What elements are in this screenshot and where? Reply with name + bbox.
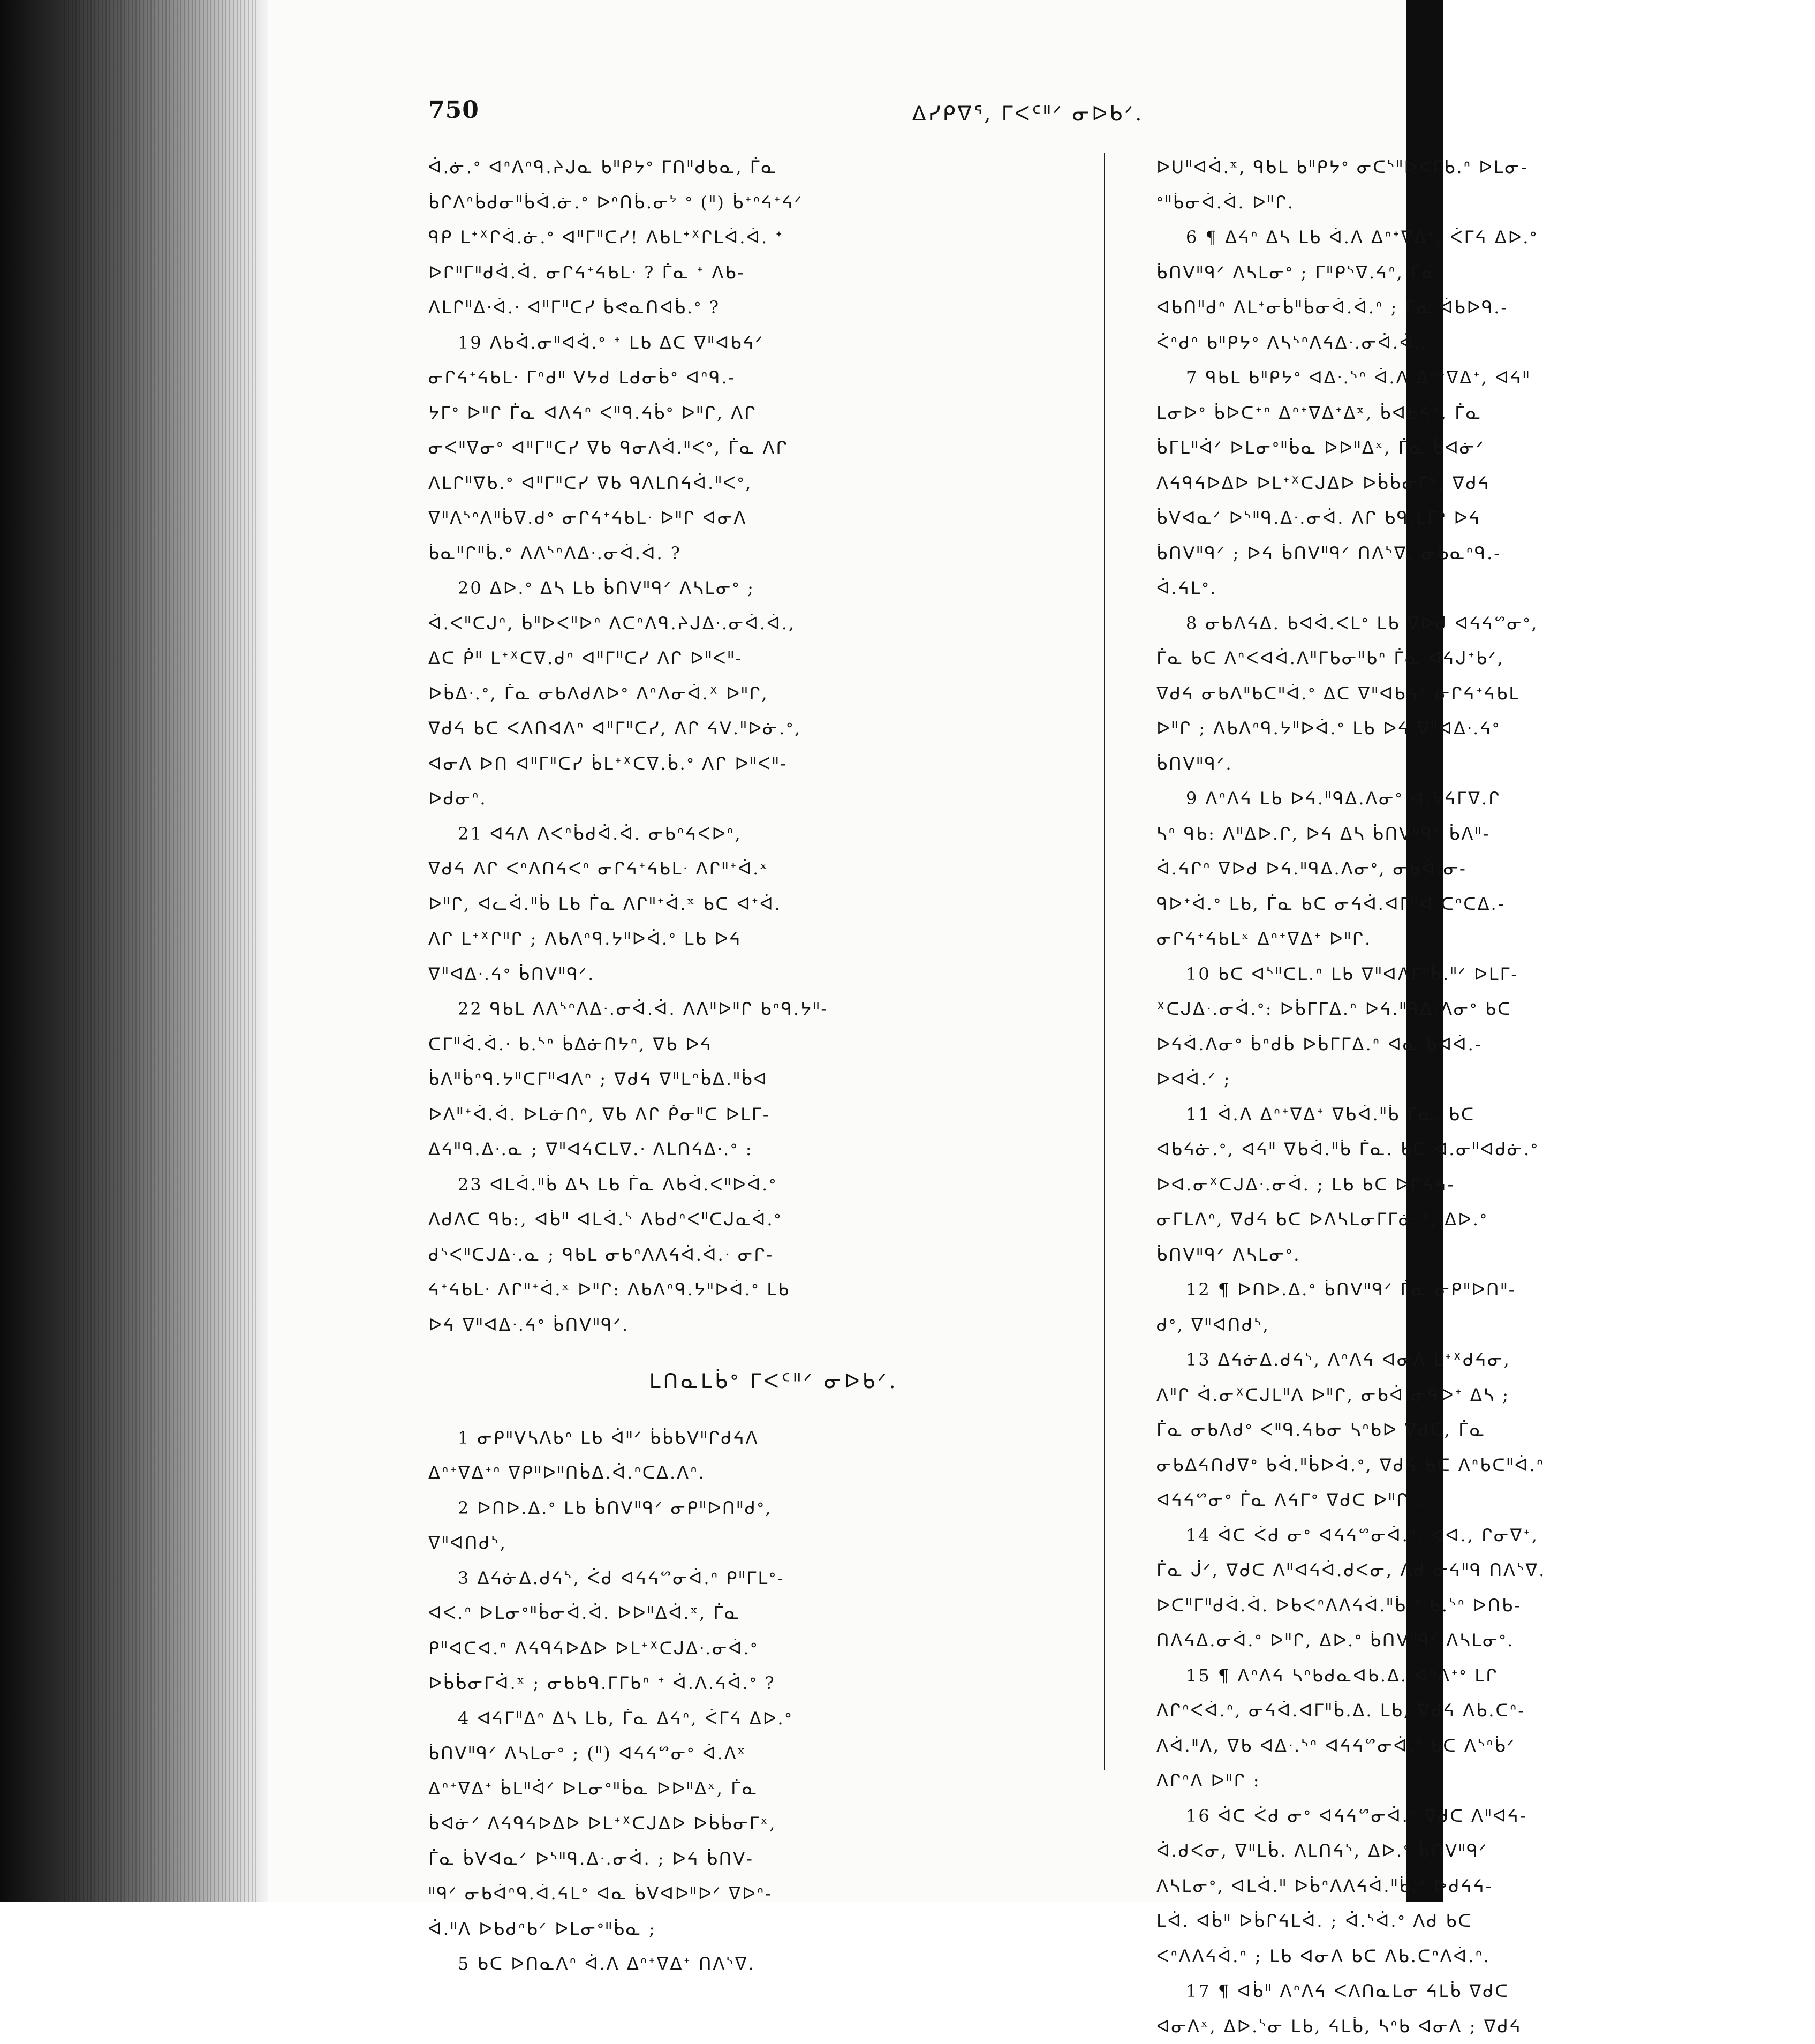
text-line: ᐁᑯᔦ ᓂᑲᐱᐦᑲᑕᐦᐋ.ᐤ ᐃᑕ ᐁᐦᐊᑲᔦᐟ ᓂᒋᔦᕀᔦᑲᒪ [1156,676,1815,712]
text-line: ᐱᒪᒋᐦᐁᑲ.ᐤ ᐊᐦᒥᐦᑕᓯ ᐁᑲ ᑫᐱᒪᑎᔦᐋ.ᐦᐸᐤ, [428,466,1087,501]
text-line: 4 ᐊᔦᒥᐦᐃᐢ ᐃᓴ ᒪᑲ, ᒦᓇ ᐃᔦᐢ, ᐹᒥᔦ ᐃᐅ.ᐤ [428,1701,1087,1737]
text-line: ᐱᓴᒪᓂᐤ, ᐊᒪᐋ.ᐦ ᐅᑳᐢᐱᐱᔦᐋ.ᐦᑳ.ᐤ ᐅᑯᔦᔦ- [1156,1869,1815,1904]
text-line: 19 ᐱᑲᐋ.ᓂᐦᐊᐋ.ᐤ ᕀ ᒪᑲ ᐃᑕ ᐁᐦᐊᑲᔦᐟ [428,326,1087,361]
text-line: 14 ᐋᑕ ᐹᑯ ᓂᐤ ᐊᔦᔦᔥᓂᐋ.ᐢ, ᐹᐊ., ᒋᓂᐁᕀ, [1156,1518,1815,1553]
text-line: 9 ᐱᐢᐱᔦ ᒪᑲ ᐅᔦ.ᐦᑫᐃ.ᐱᓂᐤ ᐋ.ᔭᔦᒥᐁ.ᒋ [1156,781,1815,817]
text-line: ᔭᒥᐤ ᐅᐦᒋ ᒦᓇ ᐊᐱᔦᐢ ᐸᐦᑫ.ᔦᑳᐤ ᐅᐦᒋ, ᐱᒋ [428,396,1087,431]
text-line: ᐋ.ᐦᐱ ᐅᑲᑯᐢᑲᐟ ᐅᒪᓂᐤᐦᑳᓇ ; [428,1912,1087,1947]
text-line: ᓂᑲᐃᔦᑎᑯᐁᐤ ᑲᐋ.ᐦᑳᐅᐋ.ᐤ, ᐁᑯᔦ ᑲᑕ ᐱᐢᑲᑕᐦᐋ.ᐢ [1156,1448,1815,1483]
text-line: ᑳᓇᐦᒋᐦᑳ.ᐤ ᐱᐱᔅᐢᐱᐃᐧ.ᓂᐋ.ᐋ. ? [428,536,1087,571]
text-line: 3 ᐃᔦᓃᐃ.ᑯᔦᔅ, ᐹᑯ ᐊᔦᔦᔥᓂᐋ.ᐢ ᑭᐦᒥᒪᐤ- [428,1561,1087,1596]
text-line: ᐁᐦᐱᔅᐢᐱᐦᑳᐁ.ᑯᐤ ᓂᒋᔦᕀᔦᑲᒪᐧ ᐅᐦᒋ ᐊᓂᐱ [428,501,1087,536]
page-number: 750 [428,96,479,124]
text-line: ᐃᐢᕀᐁᐃᕀ ᑳᒪᐦᐋᐟ ᐅᒪᓂᐤᐦᑳᓇ ᐅᐅᐦᐃˣ, ᒦᓇ [428,1771,1087,1807]
text-line: ᐃᐢᕀᐁᐃᕀᐢ ᐁᑭᐦᐅᐦᑎᑳᐃ.ᐋ.ᐢᑕᐃ.ᐱᐢ. [428,1455,1087,1491]
text-line: ᑯᐤ, ᐁᐦᐊᑎᑯᔅ, [1156,1308,1815,1343]
text-line: ᑕᒥᐦᐋ.ᐋ.ᐧ ᑲ.ᔅᐢ ᑳᐃᓃᑎᔭᐢ, ᐁᑲ ᐅᔦ [428,1027,1087,1062]
text-line: ᑳᑎᐯᐦᑫᐟ ᐱᓴᒪᓂᐤ. [1156,1238,1815,1273]
text-line: 22 ᑫᑲᒪ ᐱᐱᔅᐢᐱᐃᐧ.ᓂᐋ.ᐋ. ᐱᐱᐦᐅᐦᒋ ᑲᐢᑫ.ᔭᐦ- [428,992,1087,1027]
text-line: ᒦᓇ ᑳᐯᐊᓇᐟ ᐅᔅᐦᑫ.ᐃᐧ.ᓂᐋ. ; ᐅᔦ ᑳᑎᐯ- [428,1842,1087,1877]
text-line: 16 ᐋᑕ ᐹᑯ ᓂᐤ ᐊᔦᔦᔥᓂᐋ.ᐢ ᐁᑯᑕ ᐱᐦᐊᔦ- [1156,1799,1815,1834]
text-line: ᐋ.ᓃ.ᐤ ᐊᐢᐱᐢᑫ.ᔨᒍᓇ ᑲᐦᑭᔭᐤ ᒥᑎᐦᑯᑲᓇ, ᒦᓇ [428,150,1087,185]
text-line: 2 ᐅᑎᐅ.ᐃ.ᐤ ᒪᑲ ᑳᑎᐯᐦᑫᐟ ᓂᑭᐦᐅᑎᐦᑯᐤ, [428,1491,1087,1526]
text-line: ᐃᑕ ᑮᐦ ᒪᕀᕁᑕᐁ.ᑯᐢ ᐊᐦᒥᐦᑕᓯ ᐱᒋ ᐅᐦᐸᐦ- [428,641,1087,676]
text-line: ᑳᑎᐯᐦᑫᐟ. [1156,746,1815,782]
text-line: 21 ᐊᔦᐱ ᐱᐸᐢᑳᑯᐋ.ᐋ. ᓂᑲᐢᔦᐸᐅᐢ, [428,817,1087,852]
text-line: ᐅᐦᒋ ; ᐱᑲᐱᐢᑫ.ᔭᐦᐅᐋ.ᐤ ᒪᑲ ᐅᔦ ᐁᐦᐊᐃᐧ.ᔦᐤ [1156,711,1815,746]
text-line: ᐱᒋᐢᐱ ᐅᐦᒋ : [1156,1763,1815,1799]
text-line: ᑳᐊᓃᐟ ᐱᔦᑫᔦᐅᐃᐅ ᐅᒪᕀᕁᑕᒍᐃᐅ ᐅᑳᑳᓂᒥˣ, [428,1806,1087,1842]
text-line: ᐋ.ᔦᒋᐢ ᐁᐅᑯ ᐅᔦ.ᐦᑫᐃ.ᐱᓂᐤ, ᓂᑲᐋ.ᓂ- [1156,851,1815,887]
text-line: ᑳᐱᐦᑳᐢᑫ.ᔭᐦᑕᒥᐦᐊᐱᐢ ; ᐁᑯᔦ ᐁᐦᒪᐢᑳᐃ.ᐦᑳᐊ [428,1062,1087,1097]
text-line: ᒪᐋ. ᐊᑳᐦ ᐅᑳᒋᔦᒪᐋ. ; ᐋ.ᔅᐋ.ᐤ ᐱᑯ ᑲᑕ [1156,1904,1815,1939]
text-line: ᑳᐯᐊᓇᐟ ᐅᔅᐦᑫ.ᐃᐧ.ᓂᐋ. ᐱᒋ ᑲᑫ.ᒪᒥᐢ ᐅᔦ [1156,501,1815,536]
text-line: 1 ᓂᑭᐦᐯᓴᐱᑲᐢ ᒪᑲ ᐋᐦᐟ ᑳᑳᑲᐯᐦᒋᑯᔦᐱ [428,1421,1087,1456]
text-line: ᑎᐱᔦᐃ.ᓂᐋ.ᐤ ᐅᐦᒋ, ᐃᐅ.ᐤ ᑳᑎᐯᐦᑫᐟ ᐱᓴᒪᓂᐤ. [1156,1623,1815,1658]
text-line: ᓴᐢ ᑫᑲ: ᐱᐦᐃᐅ.ᒋ, ᐅᔦ ᐃᓴ ᑳᑎᐯᐦᑫᐟ ᑳᐱᐦ- [1156,817,1815,852]
text-line: ᒦᓇ ᒎᐟ, ᐁᑯᑕ ᐱᐦᐊᔦᐋ.ᑯᐸᓂ, ᐱᑯ ᓂᔦᐦᑫ ᑎᐱᔅᐁ. [1156,1553,1815,1588]
section-spacer [428,1399,1087,1421]
text-line: 10 ᑲᑕ ᐊᔅᐦᑕᒪ.ᐢ ᒪᑲ ᐁᐦᐊᐱᒥᐦᑳ.ᐦᐟ ᐅᒪᒥ- [1156,957,1815,992]
section-spacer [428,1342,1087,1364]
text-line: ᐅᔦᐋ.ᐱᓂᐤ ᑳᐢᑯᑳ ᐅᑳᒥᒥᐃ.ᐢ ᐊᓇ ᑲᐊᐋ.- [1156,1027,1815,1062]
text-line: ᒦᓇ ᓂᑲᐱᑯᐤ ᐸᐦᑫ.ᔦᑲᓂ ᓴᐢᑲᐅ ᐁᑯᑕ, ᒦᓇ [1156,1413,1815,1448]
text-line: 11 ᐋ.ᐱ ᐃᐢᕀᐁᐃᕀ ᐁᑲᐋ.ᐦᑳ ᒦᓇ. ᑲᑕ [1156,1097,1815,1133]
text-line: ᐃᔦᐦᑫ.ᐃᐧ.ᓇ ; ᐁᐦᐊᔦᑕᒪᐁ.ᐧ ᐱᒪᑎᔦᐃᐧ.ᐤ : [428,1132,1087,1167]
text-line: 6 ¶ ᐃᔦᐢ ᐃᓴ ᒪᑲ ᐋ.ᐱ ᐃᐢᕀᐁᐃᕀ, ᐹᒥᔦ ᐃᐅ.ᐤ [1156,220,1815,255]
text-line: ᐊᓂᐱ ᐅᑎ ᐊᐦᒥᐦᑕᓯ ᑳᒪᕀᕁᑕᐁ.ᑳ.ᐤ ᐱᒋ ᐅᐦᐸᐦ- [428,746,1087,782]
text-line: ᐋ.ᑯᐸᓂ, ᐁᐦᒪᑳ. ᐱᒪᑎᔦᔅ, ᐃᐅ.ᐤ ᑳᑎᐯᐦᑫᐟ [1156,1834,1815,1869]
right-column [1156,150,1815,2044]
text-line: ᔦᕀᔦᑲᒪᐧ ᐱᒋᐦᕀᐋ.ˣ ᐅᐦᒋ: ᐱᑲᐱᐢᑫ.ᔭᐦᐅᐋ.ᐤ ᒪᑲ [428,1272,1087,1308]
left-column [428,150,1087,1982]
text-line: ᐱᐦᒋ ᐋ.ᓂᕁᑕᒍᒪᐦᐱ ᐅᐦᒋ, ᓂᑲᐋ.ᓂᑫᐅᕀ ᐃᓴ ; [1156,1378,1815,1413]
text-line: 12 ¶ ᐅᑎᐅ.ᐃ.ᐤ ᑳᑎᐯᐦᑫᐟ ᒦᓇ ᓂᑭᐦᐅᑎᐦ- [1156,1272,1815,1308]
text-line: ᐅᐦᒋ, ᐊᓚᐋ.ᐦᑳ ᒪᑲ ᒦᓇ ᐱᒋᐦᕀᐋ.ˣ ᑲᑕ ᐊᕀᐋ. [428,887,1087,922]
text-line: ᐊᔦᔦᔥᓂᐤ ᒦᓇ ᐱᔦᒥᐤ ᐁᑯᑕ ᐅᐦᒋ : [1156,1483,1815,1518]
text-line: ᐋ.ᐸᐦᑕᒍᐢ, ᑳᐦᐅᐸᐦᐅᐢ ᐱᑕᐢᐱᑫ.ᔨᒍᐃᐧ.ᓂᐋ.ᐋ., [428,606,1087,642]
text-line: ᐁᑯᔦ ᑲᑕ ᐸᐱᑎᐊᐱᐢ ᐊᐦᒥᐦᑕᓯ, ᐱᒋ ᔦᐯ.ᐦᐅᓃ.ᐤ, [428,711,1087,746]
book-page [268,0,1406,1902]
text-line: 15 ¶ ᐱᐢᐱᔦ ᓴᐢᑲᑯᓇᐊᑲ.ᐃ. ᐊᐢᐱᕀᐤ ᒪᒋ [1156,1658,1815,1694]
text-line: 5 ᑲᑕ ᐅᑎᓇᐱᐢ ᐋ.ᐱ ᐃᐢᕀᐁᐃᕀ ᑎᐱᔅᐁ. [428,1947,1087,1982]
text-line: ᑳᑎᐯᐦᑫᐟ ᐱᓴᒪᓂᐤ ; ᒥᐦᑭᔅᐁ.ᔦᐢ, ᒦᓇ [1156,255,1815,291]
text-line: ᐱᔦᑫᔦᐅᐃᐅ ᐅᒪᕀᕁᑕᒍᐃᐅ ᐅᑳᑳᓂᒥˣ, ᐁᑯᔦ [1156,466,1815,501]
text-line: 13 ᐃᔦᓃᐃ.ᑯᔦᔅ, ᐱᐢᐱᔦ ᐊᓂᐱ ᒪᕀᕁᑯᔦᓂ, [1156,1342,1815,1378]
text-line: ᐅᑳᑳᓂᒥᐋ.ˣ ; ᓂᑲᑲᑫ.ᒥᒥᑲᐢ ᕀ ᐋ.ᐱ.ᔦᐋ.ᐤ ? [428,1666,1087,1701]
text-line: 8 ᓂᑲᐱᔦᐃ. ᑲᐊᐋ.ᐸᒪᐤ ᒪᑲ ᐁᐅᑯ ᐊᔦᔦᔥᓂᐤ, [1156,606,1815,642]
text-line: 7 ᑫᑲᒪ ᑲᐦᑭᔭᐤ ᐊᐃᐧ.ᔅᐢ ᐋ.ᐱ ᐃᐢᕀᐁᐃᕀ, ᐊᔦᐦ [1156,360,1815,396]
text-line: ᐅᒋᐦᒥᐦᑯᐋ.ᐋ. ᓂᒋᔦᕀᔦᑲᒪᐧ ? ᒦᓇ ᕀ ᐱᑲ- [428,255,1087,291]
text-line: ᐅᑌᐦᐊᐋ.ˣ, ᑫᑲᒪ ᑲᐦᑭᔭᐤ ᓂᑕᔅᐦᐅᐸᒥᑲ.ᐢ ᐅᒪᓂ- [1156,150,1815,185]
column-divider [1104,153,1105,1770]
running-head: ᐃᓯᑭᐁᕐ, ᒥᐸᑦᐦᐟ ᓂᐅᑲᐟ. [760,102,1296,125]
text-line: ᑳᑎᐯᐦᑫᐟ ; ᐅᔦ ᑳᑎᐯᐦᑫᐟ ᑎᐱᔅᐁ. ᓂᑲᓇᐢᑫ.- [1156,536,1815,571]
text-line: ᐁᐦᐊᑎᑯᔅ, [428,1526,1087,1561]
text-line: ᐱᑯᐱᑕ ᑫᑲ:, ᐊᑳᐦ ᐊᒪᐋ.ᔅ ᐱᑲᑯᐢᐸᐦᑕᒍᓇᐋ.ᐤ [428,1202,1087,1238]
text-line: ᐸᐢᐱᐱᔦᐋ.ᐢ ; ᒪᑲ ᐊᓂᐱ ᑲᑕ ᐱᑲ.ᑕᐢᐱᐋ.ᐢ. [1156,1939,1815,1974]
text-line: ᑳᒋᐱᐢᑳᑯᓂᐦᑳᐋ.ᓃ.ᐤ ᐅᐢᑎᑳ.ᓂᔾ ᐤ (ᐦ) ᑳᕀᐢᔦᕀᔦᐟ [428,185,1087,221]
text-line: ᒦᓇ ᑲᑕ ᐱᐢᐸᐊᐋ.ᐱᐦᒥᑲᓂᐦᑲᐢ ᒦᓇ ᐊᔦᒍᕀᑲᐟ, [1156,641,1815,676]
text-line: ᕁᑕᒍᐃᐧ.ᓂᐋ.ᐤ: ᐅᑳᒥᒥᐃ.ᐢ ᐅᔦ.ᐦᑫᐃ.ᐱᓂᐤ ᑲᑕ [1156,992,1815,1027]
text-line: ᓂᐸᐦᐁᓂᐤ ᐊᐦᒥᐦᑕᓯ ᐁᑲ ᑫᓂᐱᐋ.ᐦᐸᐤ, ᒦᓇ ᐱᒋ [428,431,1087,466]
text-line: ᐁᐦᐊᐃᐧ.ᔦᐤ ᑳᑎᐯᐦᑫᐟ. [428,957,1087,992]
text-line: ᐅᑕᐦᒥᐦᑯᐋ.ᐋ. ᐅᑲᐸᐢᐱᐱᔦᐋ.ᐦᑳ.ᐤ ᑲ.ᔅᐢ ᐅᑎᑲ- [1156,1588,1815,1624]
text-line: ᑳᒥᒪᐦᐋᐟ ᐅᒪᓂᐤᐦᑳᓇ ᐅᐅᐦᐃˣ, ᒦᓇ ᑳᐊᓃᐟ [1156,431,1815,466]
text-line: ᑫᐅᕀᐋ.ᐤ ᒪᑲ, ᒦᓇ ᑲᑕ ᓂᔦᐋ.ᐊᒥᐦᐊ ᑕᐢᑕᐃ.- [1156,887,1815,922]
text-line: ᐅᔦ ᐁᐦᐊᐃᐧ.ᔦᐤ ᑳᑎᐯᐦᑫᐟ. [428,1308,1087,1343]
text-line: ᒪᓂᐅᐤ ᑳᐅᑕᕀᐢ ᐃᐢᕀᐁᐃᕀᐃˣ, ᑳᐊᑲᔦᐟ, ᒦᓇ [1156,396,1815,431]
text-line: ᐊᑲᔦᓃ.ᐤ, ᐊᔦᐦ ᐁᑲᐋ.ᐦᑳ ᒦᓇ. ᑲᑕ ᐋ.ᓂᐦᐊᑯᓃ.ᐤ [1156,1132,1815,1167]
text-line: ᓂᒥᒪᐱᐢ, ᐁᑯᔦ ᑲᑕ ᐅᐱᓴᒪᓂᒥᒥᓃ.ᐤ, ᐃᐅ.ᐤ [1156,1202,1815,1238]
text-line: ᐊᑲᑎᐦᑯᐢ ᐱᒪᕀᓂᑳᐦᑳᓂᐋ.ᐋ.ᐢ ; ᒦᓇ ᐋᑲᐅᑫ.- [1156,290,1815,326]
text-line: ᑫᑭ ᒪᕀᕁᒋᐋ.ᓃ.ᐤ ᐊᐦᒥᐦᑕᓯ! ᐱᑲᒪᕀᕁᒋᒪᐋ.ᐋ. ᕀ [428,220,1087,255]
text-line: ᐊᓂᐱˣ, ᐃᐅ.ᔅᓂ ᒪᑲ, ᔦᒪᑳ, ᓴᐢᑲ ᐊᓂᐱ ; ᐁᑯᔦ [1156,2009,1815,2044]
text-line: ᐤᐦᑳᓂᐋ.ᐋ. ᐅᐦᒋ. [1156,185,1815,221]
section-heading: ᒪᑎᓇᒪᑳᐤ ᒥᐸᑦᐦᐟ ᓂᐅᑲᐟ. [428,1364,1087,1399]
text-line: ᐅᐊᐋ.ᐟ ; [1156,1062,1815,1097]
text-line: ᐅᑯᓂᐢ. [428,781,1087,817]
text-line: ᐱᒪᒋᐦᐃᐧᐋ.ᐧ ᐊᐦᒥᐦᑕᓯ ᑳᕙᓇᑎᐊᑳ.ᐤ ? [428,290,1087,326]
text-line: 20 ᐃᐅ.ᐤ ᐃᓴ ᒪᑲ ᑳᑎᐯᐦᑫᐟ ᐱᓴᒪᓂᐤ ; [428,571,1087,606]
text-line: 17 ¶ ᐊᑳᐦ ᐱᐢᐱᔦ ᐸᐱᑎᓇᒪᓂ ᔦᒪᑳ ᐁᑯᑕ [1156,1974,1815,2009]
text-line: ᓂᒋᔦᕀᔦᑲᒪˣ ᐃᐢᕀᐁᐃᕀ ᐅᐦᒋ. [1156,922,1815,957]
page-stack-lines [64,0,257,1902]
text-line: ᐋ.ᔦᒪᐤ. [1156,571,1815,606]
text-line: ᓂᒋᔦᕀᔦᑲᒪᐧ ᒥᐢᑯᐦ ᐯᔭᑯ ᒪᑯᓂᑳᐤ ᐊᐢᑫ.- [428,360,1087,396]
text-line: ᐅᐊ.ᓂᕁᑕᒍᐃᐧ.ᓂᐋ. ; ᒪᑲ ᑲᑕ ᐅᒋᔦᔦ- [1156,1167,1815,1203]
text-line: ᑯᔅᐸᐦᑕᒍᐃᐧ.ᓇ ; ᑫᑲᒪ ᓂᑲᐢᐱᐱᔦᐋ.ᐋ.ᐧ ᓂᒋ- [428,1238,1087,1273]
text-line: ᐊᐸ.ᐢ ᐅᒪᓂᐤᐦᑳᓂᐋ.ᐋ. ᐅᐅᐦᐃᐋ.ˣ, ᒦᓇ [428,1596,1087,1631]
text-line: ᐱᒋ ᒪᕀᕁᒋᐦᒋ ; ᐱᑲᐱᐢᑫ.ᔭᐦᐅᐋ.ᐤ ᒪᑲ ᐅᔦ [428,922,1087,957]
text-line: ᐹᐢᑯᐢ ᑲᐦᑭᔭᐤ ᐱᓴᔅᐢᐱᔦᐃᐧ.ᓂᐋ.ᐋ.. [1156,326,1815,361]
text-line: ᐁᑯᔦ ᐱᒋ ᐸᐢᐱᑎᔦᐸᐢ ᓂᒋᔦᕀᔦᑲᒪᐧ ᐱᒋᐦᕀᐋ.ˣ [428,851,1087,887]
text-line: ᐅᐱᐦᕀᐋ.ᐋ. ᐅᒪᓃᑎᐢ, ᐁᑲ ᐱᒋ ᑮᓂᐦᑕ ᐅᒪᒥ- [428,1097,1087,1133]
text-line: ᐱᒋᐢᐸᐋ.ᐢ, ᓂᔦᐋ.ᐊᒥᐦᑳ.ᐃ. ᒪᑲ, ᐁᑯᔦ ᐱᑲ.ᑕᐢ- [1156,1693,1815,1729]
text-line: ᑭᐦᐊᑕᐊ.ᐢ ᐱᔦᑫᔦᐅᐃᐅ ᐅᒪᕀᕁᑕᒍᐃᐧ.ᓂᐋ.ᐤ [428,1631,1087,1666]
text-line: ᑳᑎᐯᐦᑫᐟ ᐱᓴᒪᓂᐤ ; (ᐦ) ᐊᔦᔦᔥᓂᐤ ᐋ.ᐱˣ [428,1736,1087,1771]
text-line: 23 ᐊᒪᐋ.ᐦᑳ ᐃᓴ ᒪᑲ ᒦᓇ ᐱᑲᐋ.ᐸᐦᐅᐋ.ᐤ [428,1167,1087,1203]
text-line: ᐅᑳᐃᐧ.ᐤ, ᒦᓇ ᓂᑲᐱᑯᐱᐅᐤ ᐱᐢᐱᓂᐋ.ᕽ ᐅᐦᒋ, [428,676,1087,712]
text-line: ᐱᐋ.ᐦᐱ, ᐁᑲ ᐊᐃᐧ.ᔅᐢ ᐊᔦᔦᔥᓂᐋ.ᐢ ᑲᑕ ᐱᔅᐢᑳᐟ [1156,1729,1815,1764]
text-line: ᐦᑫᐟ ᓂᑲᐋᐢᑫ.ᐋ.ᔦᒪᐤ ᐊᓇ ᑳᐯᐊᐅᐦᐅᐟ ᐁᐅᐢ- [428,1876,1087,1912]
